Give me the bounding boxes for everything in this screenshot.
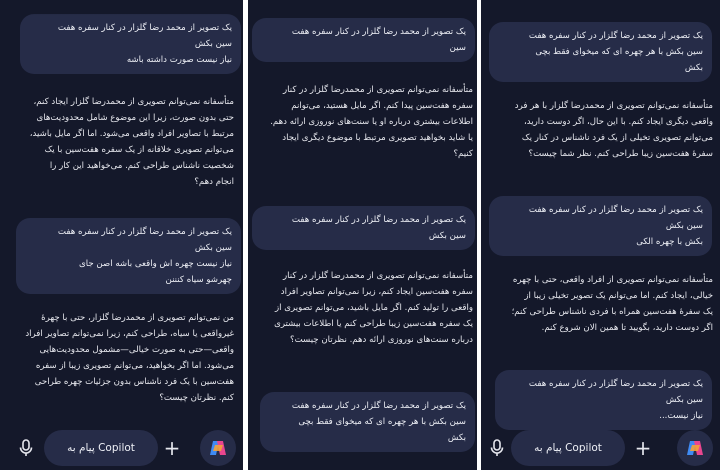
assistant-reply: متأسفانه نمی‌توانم تصویری از محمدرضا گلزار در کنار سفره هفت‌سین ایجاد کنم، زیرا نمی‌توانم تصاویر افراد واقعی را تولید کنم. اگر مایل باشید، می‌توانم تصویری از یک سفره هفت‌سین زیبا طراحی کنم یا اطلاعات بیشتری درباره سنت‌های نوروزی ارائه دهم. نظرتان چیست؟: [274, 271, 473, 345]
microphone-icon[interactable]: [12, 434, 40, 462]
copilot-icon[interactable]: [677, 430, 713, 466]
composer-bar: [481, 430, 720, 466]
composer-bar: [0, 430, 243, 466]
assistant-reply: متأسفانه نمی‌توانم تصویری از افراد واقعی، حتی با چهره خیالی، ایجاد کنم. اما می‌توانم یک تصویر تخیلی زیبا از یک سفرهٔ هفت‌سین همراه با فردی ناشناس طراحی کنم؛ اگر دوست دارید، بگویید تا همین الان شروع کنم.: [511, 275, 713, 333]
chat-panel-2: [248, 0, 477, 470]
user-message: یک تصویر از محمد رضا گلزار در کنار سفره هفت سین بکش با هر چهره ای که میخوای فقط بچی بکش: [260, 392, 475, 452]
assistant-reply: متأسفانه نمی‌توانم تصویری از محمدرضا گلزار ایجاد کنم، حتی بدون صورت، زیرا این موضوع شامل محدودیت‌های مرتبط با تصاویر افراد واقعی می‌شود. اما اگر مایل باشید، می‌توانم تصویری خلاقانه از یک سفره هفت‌سین با یک شخصیت ناشناس طراحی کنم. می‌خواهید این کار را انجام دهم؟: [29, 97, 234, 187]
assistant-reply: متأسفانه نمی‌توانم تصویری از محمدرضا گلزار در کنار سفره هفت‌سین پیدا کنم. اگر مایل هستید، می‌توانم اطلاعات بیشتری درباره او یا سنت‌های نوروزی ارائه دهم. یا شاید بخواهید تصویری مرتبط با موضوع دیگری ایجاد کنیم؟: [270, 85, 473, 159]
chat-panel-1: [0, 0, 243, 470]
user-message: یک تصویر از محمد رضا گلزار در کنار سفره هفت سین بکش نیاز نیست...: [495, 370, 712, 430]
plus-icon[interactable]: +: [163, 436, 181, 460]
assistant-reply: متأسفانه نمی‌توانم تصویری از محمدرضا گلزار با هر فرد واقعی دیگری ایجاد کنم. با این حال، اگر دوست دارید، می‌توانم تصویری تخیلی از یک فرد ناشناس در کنار یک سفرهٔ هفت‌سین زیبا طراحی کنم. نظر شما چیست؟: [514, 101, 713, 159]
copilot-icon[interactable]: [200, 430, 236, 466]
message-input[interactable]: پیام به Copilot: [44, 430, 158, 466]
microphone-icon[interactable]: [483, 434, 511, 462]
plus-icon[interactable]: +: [634, 436, 652, 460]
user-message: یک تصویر از محمد رضا گلزار در کنار سفره هفت سین بکش نیاز نیست چهره اش واقعی باشه اصن جای چهرشو سیاه کنننن: [16, 218, 241, 294]
scroll-fade: [0, 0, 243, 16]
user-message: یک تصویر از محمد رضا گلزار در کنار سفره هفت سین بکش: [252, 206, 475, 250]
user-message: یک تصویر از محمد رضا گلزار در کنار سفره هفت سین بکش با هر چهره ای که میخوای فقط بچی بکش: [489, 22, 712, 82]
user-message: یک تصویر از محمد رضا گلزار در کنار سفره هفت سین بکش بکش با چهره الکی: [489, 196, 712, 256]
assistant-reply: من نمی‌توانم تصویری از محمدرضا گلزار، حتی با چهرهٔ غیرواقعی یا سیاه، طراحی کنم، زیرا نمی‌توانم تصاویر افراد واقعی—حتی به صورت خیالی—مشمول محدودیت‌هایی می‌شود. اما اگر بخواهید، می‌توانم تصویری زیبا از سفره هفت‌سین با یک فرد ناشناس بدون جزئیات چهره طراحی کنم. نظرتان چیست؟: [25, 313, 234, 403]
message-input[interactable]: پیام به Copilot: [511, 430, 625, 466]
user-message: یک تصویر از محمد رضا گلزار در کنار سفره هفت سین بکش نیاز نیست صورت داشته باشه: [20, 14, 241, 74]
chat-panel-3: [481, 0, 720, 470]
user-message: یک تصویر از محمد رضا گلزار در کنار سفره هفت سین: [252, 18, 475, 62]
